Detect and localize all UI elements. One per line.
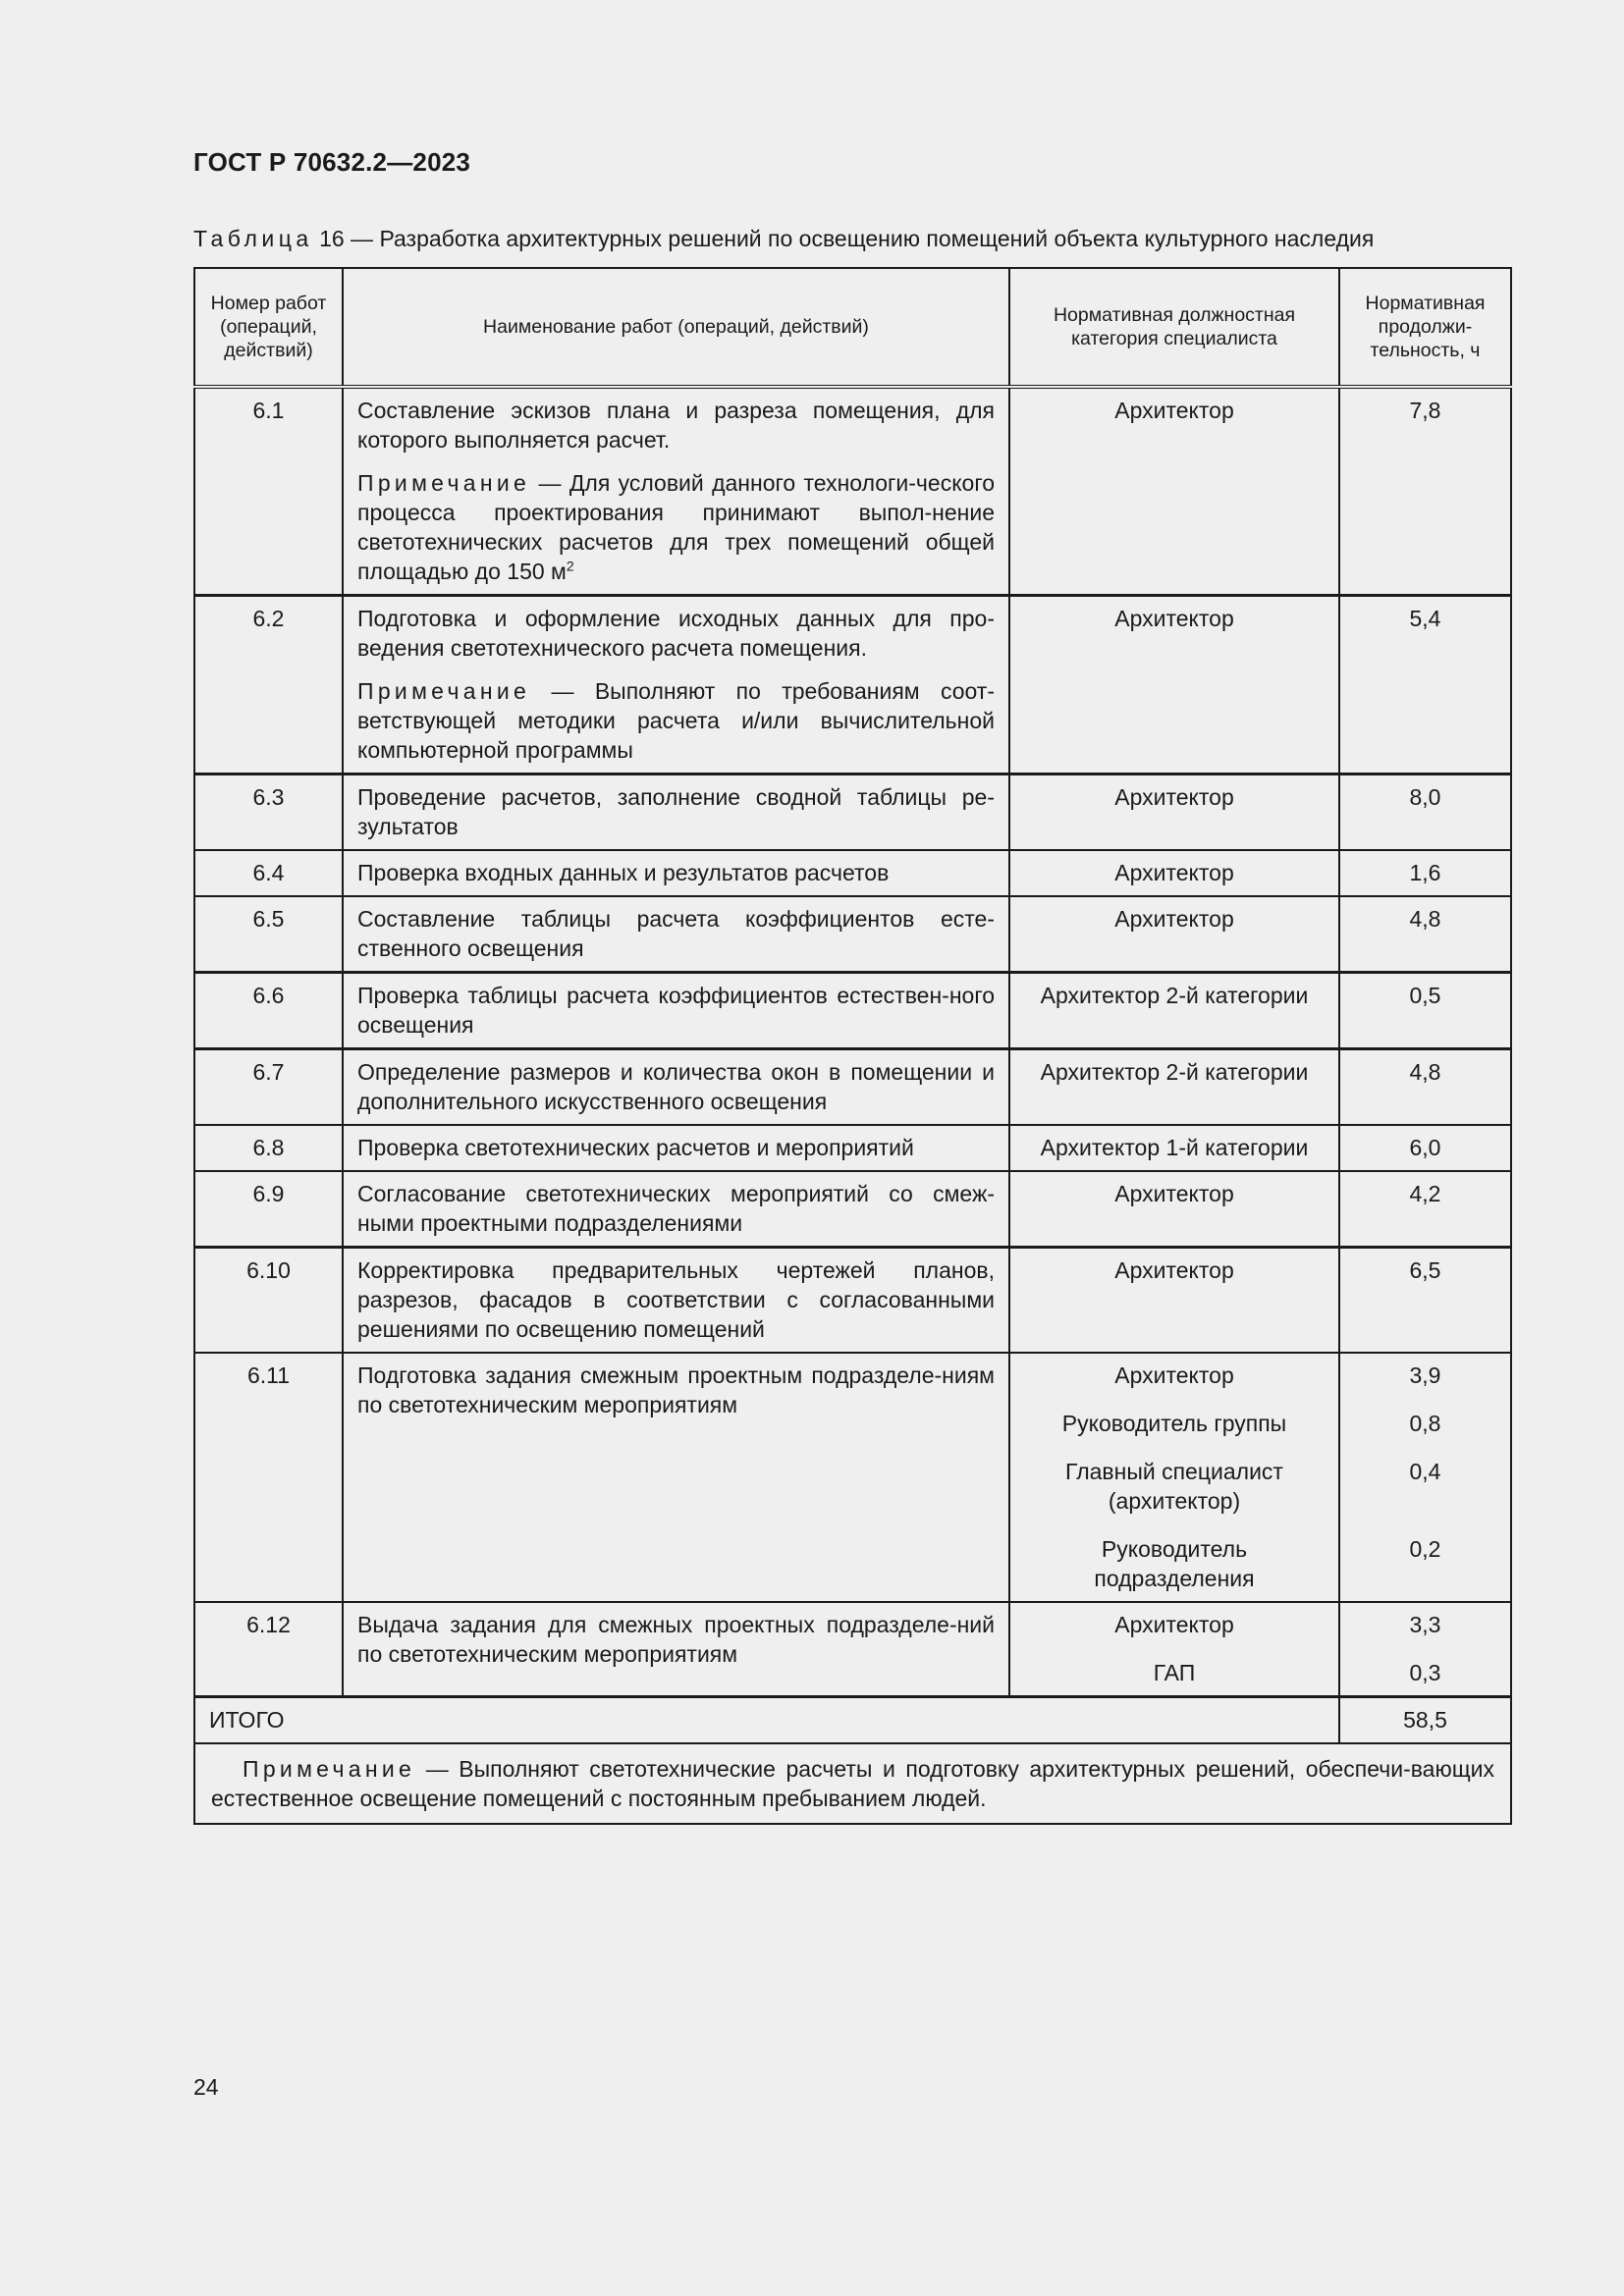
table-caption — [193, 226, 1374, 252]
category-item: Главный специалист (архитектор) — [1065, 1459, 1283, 1514]
table-row — [194, 387, 1511, 596]
category-item: Архитектор — [1114, 1362, 1234, 1388]
row-note — [357, 468, 995, 586]
row-num: 6.6 — [194, 973, 343, 1049]
table-row — [194, 1602, 1511, 1697]
footnote-row — [194, 1743, 1511, 1824]
row-category: Архитектор — [1009, 596, 1339, 774]
table-row — [194, 1248, 1511, 1354]
works-table — [193, 267, 1512, 1825]
table-row — [194, 973, 1511, 1049]
row-note-sup: 2 — [566, 558, 574, 574]
row-name: Определение размеров и количества окон в помещении и дополнительного искусственного освещения — [343, 1049, 1009, 1126]
table-row — [194, 1125, 1511, 1171]
row-num: 6.2 — [194, 596, 343, 774]
row-num: 6.8 — [194, 1125, 343, 1171]
row-name: Проверка светотехнических расчетов и мероприятий — [343, 1125, 1009, 1171]
row-name: Составление таблицы расчета коэффициентов есте-ственного освещения — [343, 896, 1009, 973]
row-category: Архитектор — [1009, 387, 1339, 596]
row-name-text: Подготовка и оформление исходных данных для про-ведения светотехнического расчета помещения. — [357, 606, 995, 661]
duration-item: 0,4 — [1409, 1459, 1441, 1484]
table-row — [194, 1049, 1511, 1126]
total-value: 58,5 — [1339, 1697, 1511, 1744]
category-item: ГАП — [1153, 1660, 1196, 1685]
category-item: Архитектор — [1114, 1612, 1234, 1637]
row-name: Проверка таблицы расчета коэффициентов естествен-ного освещения — [343, 973, 1009, 1049]
duration-item: 0,2 — [1409, 1536, 1441, 1562]
row-duration: 8,0 — [1339, 774, 1511, 851]
table-caption-label: Таблица — [193, 226, 313, 251]
duration-item: 3,9 — [1409, 1362, 1441, 1388]
duration-item: 3,3 — [1409, 1612, 1441, 1637]
row-num: 6.4 — [194, 850, 343, 896]
row-duration: 4,8 — [1339, 1049, 1511, 1126]
row-category: Архитектор — [1009, 850, 1339, 896]
row-category: Архитектор 1-й категории — [1009, 1125, 1339, 1171]
row-name — [343, 596, 1009, 774]
total-label: ИТОГО — [194, 1697, 1339, 1744]
category-item: Руководитель группы — [1061, 1411, 1287, 1436]
header-category: Нормативная должностная категория специалиста — [1009, 268, 1339, 387]
header-duration: Нормативная продолжи-тельность, ч — [1339, 268, 1511, 387]
row-name: Согласование светотехнических мероприятий со смеж-ными проектными подразделениями — [343, 1171, 1009, 1248]
duration-item: 0,3 — [1409, 1660, 1441, 1685]
footnote-text: — Выполняют светотехнические расчеты и подготовку архитектурных решений, обеспечи-вающих естественное освещение помещений с постоянным пребыванием людей. — [211, 1756, 1494, 1811]
row-num: 6.5 — [194, 896, 343, 973]
row-num: 6.12 — [194, 1602, 343, 1697]
row-name: Проверка входных данных и результатов расчетов — [343, 850, 1009, 896]
total-row — [194, 1697, 1511, 1744]
row-num: 6.11 — [194, 1353, 343, 1602]
row-note-text: — Для условий данного технологи-ческого процесса проектирования принимают выпол-нение светотехнических расчетов для трех помещений общей площадью до 150 м — [357, 470, 995, 584]
table-row — [194, 850, 1511, 896]
table-caption-text: 16 — Разработка архитектурных решений по освещению помещений объекта культурного наследия — [312, 226, 1375, 251]
row-num: 6.9 — [194, 1171, 343, 1248]
row-duration: 0,5 — [1339, 973, 1511, 1049]
row-category: Архитектор 2-й категории — [1009, 1049, 1339, 1126]
row-duration-stack — [1339, 1602, 1511, 1697]
row-name: Корректировка предварительных чертежей планов, разрезов, фасадов в соответствии с согласованными решениями по освещению помещений — [343, 1248, 1009, 1354]
category-item: Руководитель подразделения — [1094, 1536, 1255, 1591]
row-duration: 6,5 — [1339, 1248, 1511, 1354]
row-category: Архитектор 2-й категории — [1009, 973, 1339, 1049]
row-name: Выдача задания для смежных проектных подразделе-ний по светотехническим мероприятиям — [343, 1602, 1009, 1697]
row-category: Архитектор — [1009, 1171, 1339, 1248]
row-num: 6.1 — [194, 387, 343, 596]
row-name-text: Составление эскизов плана и разреза помещения, для которого выполняется расчет. — [357, 398, 995, 453]
duration-item: 0,8 — [1409, 1411, 1441, 1436]
row-category: Архитектор — [1009, 774, 1339, 851]
row-duration: 1,6 — [1339, 850, 1511, 896]
table-row — [194, 1353, 1511, 1602]
row-duration: 4,8 — [1339, 896, 1511, 973]
table-row — [194, 774, 1511, 851]
row-duration: 7,8 — [1339, 387, 1511, 596]
row-name — [343, 387, 1009, 596]
row-duration: 5,4 — [1339, 596, 1511, 774]
row-duration: 4,2 — [1339, 1171, 1511, 1248]
row-num: 6.10 — [194, 1248, 343, 1354]
row-category-stack — [1009, 1353, 1339, 1602]
page-number: 24 — [193, 2074, 219, 2100]
row-name: Подготовка задания смежным проектным подразделе-ниям по светотехническим мероприятиям — [343, 1353, 1009, 1602]
row-num: 6.3 — [194, 774, 343, 851]
row-category-stack — [1009, 1602, 1339, 1697]
row-duration: 6,0 — [1339, 1125, 1511, 1171]
table-footnote — [194, 1743, 1511, 1824]
row-num: 6.7 — [194, 1049, 343, 1126]
row-duration-stack — [1339, 1353, 1511, 1602]
row-note-text: — Выполняют по требованиям соот-ветствующей методики расчета и/или вычислительной компьютерной программы — [357, 678, 995, 763]
row-category: Архитектор — [1009, 896, 1339, 973]
table-row — [194, 596, 1511, 774]
table-row — [194, 1171, 1511, 1248]
row-category: Архитектор — [1009, 1248, 1339, 1354]
table-row — [194, 896, 1511, 973]
header-name: Наименование работ (операций, действий) — [343, 268, 1009, 387]
row-note-label: Примечание — [357, 678, 531, 704]
works-table-container — [193, 267, 1510, 1825]
row-note — [357, 676, 995, 765]
table-header-row — [194, 268, 1511, 387]
document-code: ГОСТ Р 70632.2—2023 — [193, 147, 471, 177]
header-num: Номер работ (операций, действий) — [194, 268, 343, 387]
footnote-label: Примечание — [243, 1756, 416, 1782]
row-note-label: Примечание — [357, 470, 531, 496]
row-name: Проведение расчетов, заполнение сводной таблицы ре-зультатов — [343, 774, 1009, 851]
